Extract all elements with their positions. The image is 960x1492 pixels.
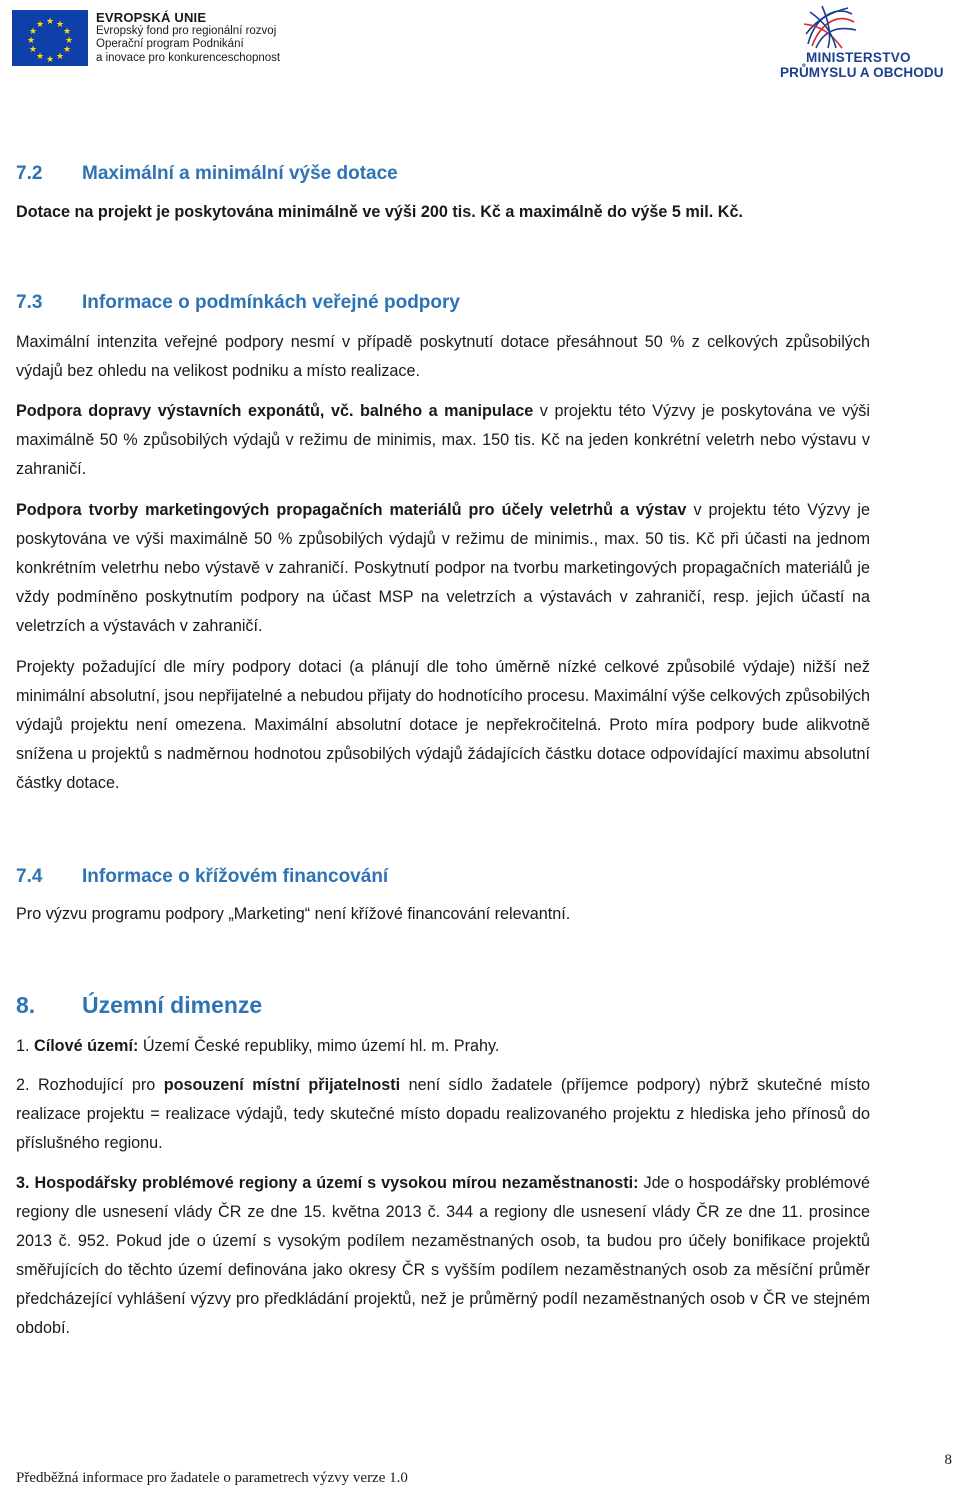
section-number: 7.3	[16, 292, 43, 313]
eu-flag-icon: ★ ★ ★ ★ ★ ★ ★ ★ ★ ★ ★ ★	[12, 10, 88, 66]
eu-logo-line3: Operační program Podnikání	[96, 38, 244, 50]
section-heading-7-4	[16, 866, 388, 888]
paragraph-text: Jde o hospodářsky problémové regiony dle usnesení vlády ČR ze dne 15. května 2013 č. 344 a regiony dle usnesení vlády ČR ze dne 11. prosince 2013 č. 952. Pokud jde o území s vysokým podílem nezaměstnaných osob, ta budou pro účely bonifikace projektů směřujících do těchto území definována jako okresy ČR s vyšším podílem nezaměstnaných osob za měsíční průměr předcházející vyhlášení výzvy pro předkládání projektů, než je průměrný podíl nezaměstnaných osob v ČR ve stejném období.	[16, 1174, 870, 1337]
chapter-title: Územní dimenze	[82, 992, 263, 1018]
ministry-logo	[780, 4, 942, 80]
section-number: 7.2	[16, 163, 43, 184]
paragraph-7-4: Pro výzvu programu podpory „Marketing“ není křížové financování relevantní.	[16, 905, 571, 923]
bold-phrase: Podpora dopravy výstavních exponátů, vč. balného a manipulace	[16, 402, 534, 420]
section-heading-7-2	[16, 163, 398, 185]
paragraph-7-3-transport	[16, 397, 870, 484]
paragraph-7-2: Dotace na projekt je poskytována minimálně ve výši 200 tis. Kč a maximálně do výše 5 mil. Kč.	[16, 203, 743, 221]
section-title: Informace o křížovém financování	[82, 866, 389, 887]
eu-logo-line1: EVROPSKÁ UNIE	[96, 10, 207, 25]
paragraph-text: není sídlo žadatele (příjemce podpory) nýbrž skutečné místo realizace projektu = realizace výdajů, tedy skutečné místo dopadu realizovaného projektu z hlediska jeho přínosů do příslušného regionu.	[16, 1076, 871, 1152]
chapter-number: 8.	[16, 992, 36, 1018]
eu-logo-line2: Evropský fond pro regionální rozvoj	[96, 24, 277, 37]
eu-logo	[12, 10, 280, 66]
list-item-problem-regions	[16, 1169, 870, 1343]
bold-phrase: Podpora tvorby marketingových propagačních materiálů pro účely veletrhů a výstav	[16, 501, 687, 519]
eu-logo-line4: a inovace pro konkurenceschopnost	[96, 51, 281, 64]
bold-phrase: posouzení místní přijatelnosti	[163, 1076, 401, 1094]
list-item-local-eligibility	[16, 1071, 870, 1158]
bold-phrase: Cílové území:	[34, 1037, 139, 1055]
list-number: 1.	[16, 1037, 34, 1055]
page-footer: Předběžná informace pro žadatele o parametrech výzvy verze 1.0	[16, 1470, 408, 1486]
chapter-heading-8	[16, 992, 262, 1019]
paragraph-7-3-intensity: Maximální intenzita veřejné podpory nesmí v případě poskytnutí dotace přesáhnout 50 % z celkových způsobilých výdajů bez ohledu na velikost podniku a místo realizace.	[16, 333, 870, 380]
section-title: Informace o podmínkách veřejné podpory	[82, 292, 460, 313]
section-number: 7.4	[16, 866, 43, 887]
eu-logo-text	[96, 11, 280, 65]
paragraph-text: v projektu této Výzvy je poskytována ve výši maximálně 50 % způsobilých výdajů v režimu de minimis, max. 150 tis. Kč na jeden konkrétní veletrh nebo výstavu v zahraničí.	[16, 402, 870, 478]
ministry-logo-line2: PRŮMYSLU A OBCHODU	[780, 65, 944, 80]
paragraph-7-3-marketing	[16, 496, 870, 641]
bold-phrase: 3. Hospodářsky problémové regiony a území s vysokou mírou nezaměstnanosti:	[16, 1174, 639, 1192]
paragraph-text: v projektu této Výzvy je poskytována ve výši maximálně 50 % způsobilých výdajů v režimu de minimis., max. 50 tis. Kč při účasti na jednom konkrétním veletrhu nebo výstavě v zahraničí. Poskytnutí podpor na tvorbu marketingových propagačních materiálů je vždy podmíněno poskytnutím podpory na účast MSP na veletrzích a výstavách v zahraničí, resp. jejich účastí na veletrzích a výstavách v zahraničí.	[16, 501, 870, 635]
section-heading-7-3	[16, 292, 460, 314]
page-number: 8	[944, 1452, 952, 1468]
list-item-target-area	[16, 1032, 870, 1061]
page-header	[0, 0, 960, 80]
section-title: Maximální a minimální výše dotace	[82, 163, 398, 184]
mpo-logo-icon	[802, 4, 858, 50]
paragraph-7-3-projects: Projekty požadující dle míry podpory dotaci (a plánují dle toho úměrně nízké celkové způsobilé výdaje) nižší než minimální absolutní, jsou nepřijatelné a nebudou přijaty do hodnotícího procesu. Maximální výše celkových způsobilých výdajů projektu není omezena. Maximální absolutní dotace je nepřekročitelná. Proto míra podpory bude alikvotně snížena u projektů s nadměrnou hodnotou způsobilých výdajů žádajících částku dotace odpovídající maximu absolutní částky dotace.	[16, 658, 870, 792]
ministry-logo-line1: MINISTERSTVO	[806, 50, 911, 65]
paragraph-text: 2. Rozhodující pro	[16, 1076, 164, 1094]
paragraph-text: Území České republiky, mimo území hl. m. Prahy.	[138, 1037, 500, 1055]
